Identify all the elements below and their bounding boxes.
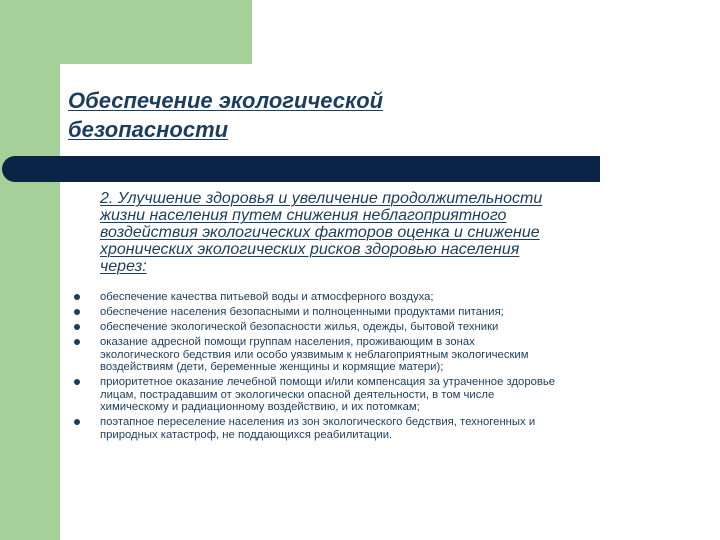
list-item [74,321,664,334]
list-item [74,336,664,374]
bullet-dot-icon [74,379,80,385]
list-item-line: обеспечение экологической безопасности жилья, одежды, бытовой техники [100,320,499,333]
list-item-line: обеспечение населения безопасными и полноценными продуктами питания; [100,305,504,318]
slide-title-line: безопасности [68,117,229,142]
list-item [74,416,664,441]
bullet-dot-icon [74,339,80,345]
list-item-line: оказание адресной помощи группам населения, проживающим в зонах [100,335,475,348]
subheading-line: жизни населения путем снижения неблагоприятного [100,207,507,224]
list-item [74,306,664,319]
subheading-line: 2. Улучшение здоровья и увеличение продолжительности [100,190,543,207]
list-item-line: воздействиям (дети, беременные женщины и кормящие матери); [100,361,444,374]
list-item [74,376,664,414]
list-item-line: экологического бедствия или особо уязвимым к неблагоприятным экологическим [100,348,529,361]
decor-green-left-strip [0,0,60,540]
subheading-line: хронических экологических рисков здоровью населения [100,241,520,258]
bullet-dot-icon [74,309,80,315]
list-item [74,291,664,304]
subheading-line: воздействия экологических факторов оценка и снижение [100,224,540,241]
bullet-dot-icon [74,294,80,300]
list-item-line: приоритетное оказание лечебной помощи и/или компенсация за утраченное здоровье [100,376,556,389]
title-divider-bar [2,156,600,182]
bullet-list [74,291,664,444]
bullet-dot-icon [74,419,80,425]
subheading-line: через: [100,258,147,275]
list-item-line: поэтапное переселение населения из зон экологического бедствия, техногенных и [100,416,536,429]
bullet-dot-icon [74,324,80,330]
subheading [100,190,660,275]
list-item-line: природных катастроф, не поддающихся реабилитации. [100,428,393,441]
slide-title-line: Обеспечение экологической [68,88,384,113]
list-item-line: химическому и радиационному воздействию, и их потомкам; [100,401,420,414]
slide-title [68,86,628,144]
list-item-line: обеспечение качества питьевой воды и атмосферного воздуха; [100,291,434,303]
list-item-line: лицам, пострадавшим от экологически опасной деятельности, в том числе [100,388,495,401]
